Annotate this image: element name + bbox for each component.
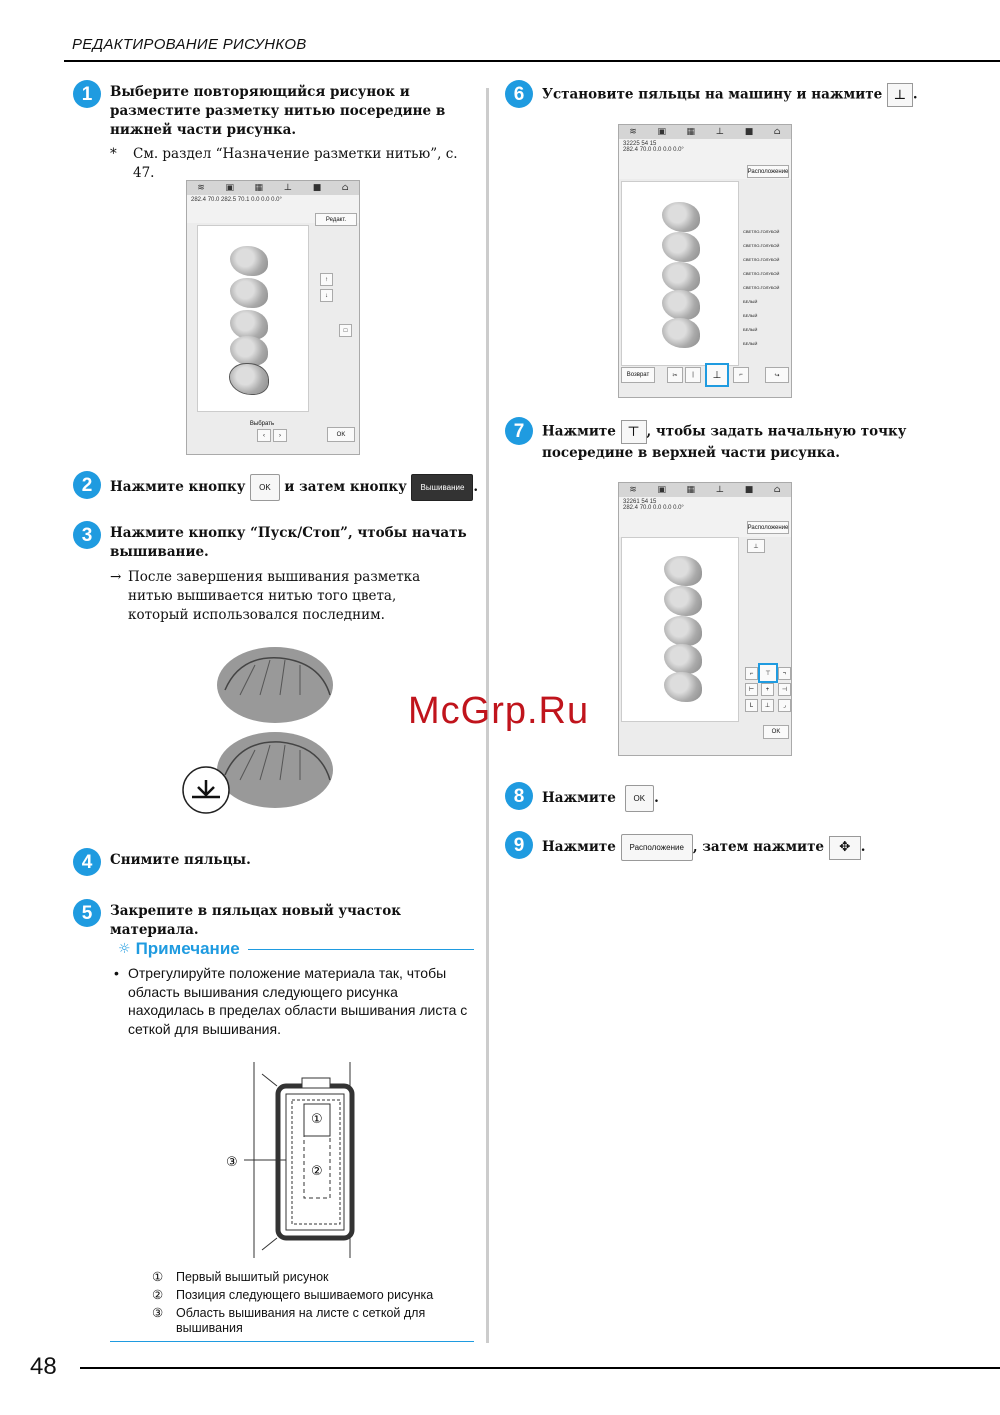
step-6-text: Установите пяльцы на машину и нажмите <box>542 86 883 103</box>
diagram-mark-3: ③ <box>226 1155 238 1170</box>
step-8-pre: Нажмите <box>542 790 616 806</box>
position-top-center[interactable]: ⊤ <box>758 663 778 683</box>
result-arrow: → <box>110 569 122 585</box>
step-number: 7 <box>505 417 533 445</box>
legend-mark: ② <box>152 1288 164 1302</box>
step-5 <box>73 902 473 940</box>
thread-color-item[interactable]: БЕЛЫЙ <box>743 313 758 318</box>
shell-motif <box>662 262 700 292</box>
wifi-icon: ≋ <box>197 183 205 193</box>
angle-value: 0.0° <box>271 197 282 203</box>
step-4 <box>73 851 473 876</box>
step-number: 4 <box>73 848 101 876</box>
step-7-post: , чтобы задать начальную точку посередине в верхней части рисунка. <box>542 423 907 461</box>
step-9-pre: Нажмите <box>542 839 616 855</box>
shell-motif <box>662 202 700 232</box>
watermark: McGrp.Ru <box>408 690 590 732</box>
step-9-end: . <box>860 839 866 855</box>
position-top-right[interactable]: ¬ <box>778 667 791 680</box>
step-3 <box>73 524 473 562</box>
diagram-mark-1: ① <box>311 1112 323 1127</box>
offset-value: 0.0 <box>653 147 662 153</box>
screen-2 <box>618 124 792 398</box>
step-1 <box>73 83 473 140</box>
color-count: 15 <box>649 141 657 147</box>
position-bottom-right[interactable]: ⌟ <box>778 699 791 712</box>
ok-button-ref: OK <box>250 474 280 501</box>
help-icon: ▦ <box>686 485 696 495</box>
note-title: Примечание <box>135 939 240 958</box>
embroidery-canvas <box>621 537 739 722</box>
shell-motif <box>664 672 702 702</box>
step-6 <box>505 83 975 108</box>
hoop-diagram <box>222 1060 372 1260</box>
embroidery-canvas <box>197 225 309 412</box>
checkbox-button[interactable]: □ <box>339 324 352 337</box>
step-8 <box>505 785 975 812</box>
legend-item <box>152 1286 472 1304</box>
step-6-end: . <box>912 86 918 103</box>
lightbulb-icon: ☼ <box>118 941 131 957</box>
legend <box>152 1268 472 1336</box>
step-9 <box>505 834 975 861</box>
step-5-text: Закрепите в пяльцах новый участок материала. <box>110 903 402 938</box>
shell-motif <box>230 278 268 308</box>
size-value: 70.0 <box>639 147 652 153</box>
next-button[interactable]: › <box>273 429 287 442</box>
diagram-mark-2: ② <box>311 1164 323 1179</box>
step-2-mid: и затем кнопку <box>284 479 407 495</box>
start-point-icon: ⊥ <box>887 83 913 107</box>
step-number: 3 <box>73 521 101 549</box>
step-8-end: . <box>654 790 659 806</box>
legend-text: Первый вышитый рисунок <box>176 1270 329 1284</box>
edit-button[interactable]: Редакт. <box>315 213 357 226</box>
angle-value: 0.0° <box>673 505 684 511</box>
note-bullet-text: Отрегулируйте положение материала так, чтобы область вышивания следующего рисунка находилась в пределах области вышивания листа с сеткой для вышивания. <box>128 965 468 1037</box>
size-value: 70.0 <box>207 197 220 203</box>
back-button[interactable]: Возврат <box>621 367 655 383</box>
step-3-text: Нажмите кнопку “Пуск/Стоп”, чтобы начать вышивание. <box>110 525 467 560</box>
thread-color-item[interactable]: СВЕТЛО-ГОЛУБОЙ <box>743 243 780 248</box>
shell-motif <box>662 290 700 320</box>
step-number: 6 <box>505 80 533 108</box>
step-number: 1 <box>73 80 101 108</box>
stitch-count: 32261 <box>623 499 640 505</box>
home-icon: ⌂ <box>773 127 781 137</box>
note-header <box>118 939 474 959</box>
step-2-pre: Нажмите кнопку <box>110 479 246 495</box>
lock-icon: ■ <box>744 485 754 495</box>
thread-color-item[interactable]: СВЕТЛО-ГОЛУБОЙ <box>743 271 780 276</box>
size-value: 282.5 <box>221 197 237 203</box>
shell-motif <box>664 616 702 646</box>
time-value: 54 <box>641 141 649 147</box>
screen-3-toolbar <box>619 483 791 497</box>
thread-color-item[interactable]: СВЕТЛО-ГОЛУБОЙ <box>743 257 780 262</box>
note-bullet-mark: • <box>114 965 119 981</box>
time-value: 54 <box>641 499 649 505</box>
legend-item <box>152 1306 472 1336</box>
start-point-button[interactable]: ⊥ <box>747 539 765 553</box>
presser-foot-icon: ⊥ <box>715 485 725 495</box>
step-1-note: См. раздел “Назначение разметки нитью”, с. 47. <box>133 146 458 181</box>
home-icon: ⌂ <box>773 485 781 495</box>
ok-button-ref: OK <box>625 785 655 812</box>
shell-motif <box>664 556 702 586</box>
position-bottom-center[interactable]: ⊥ <box>761 699 774 712</box>
step-number: 2 <box>73 471 101 499</box>
top-center-icon: ⊤ <box>621 420 647 444</box>
embroidery-canvas <box>621 181 739 366</box>
shell-motif <box>662 318 700 348</box>
frame-icon[interactable]: ⌐ <box>733 367 749 383</box>
embroidery-illustration <box>180 640 350 820</box>
needle-icon[interactable]: | <box>685 367 701 383</box>
screen-1-toolbar <box>187 181 359 195</box>
arrow-down-button[interactable]: ↓ <box>320 289 333 302</box>
page-number: 48 <box>30 1353 57 1380</box>
layout-button-ref: Расположение <box>621 834 693 861</box>
step-1-text: Выберите повторяющийся рисунок и разместите разметку нитью посередине в нижней части рисунка. <box>110 84 446 138</box>
step-2 <box>73 474 483 501</box>
select-label: Выбрать <box>249 421 275 427</box>
step-3-result: После завершения вышивания разметка нитью вышивается нитью того цвета, который использовался последним. <box>128 569 421 623</box>
move-icon: ✥ <box>829 836 861 860</box>
shell-motif <box>664 586 702 616</box>
legend-mark: ③ <box>152 1306 164 1320</box>
offset-value: 0.0 <box>663 505 672 511</box>
embroider-button-ref: Вышивание <box>411 474 473 501</box>
step-9-mid: , затем нажмите <box>692 839 825 855</box>
presser-foot-icon: ⊥ <box>283 183 293 193</box>
layout-button[interactable]: Расположение <box>747 521 789 534</box>
offset-value: 0.0 <box>261 197 270 203</box>
next-screen-icon[interactable]: ↪ <box>765 367 789 383</box>
thread-color-list <box>743 229 789 355</box>
step-number: 9 <box>505 831 533 859</box>
step-number: 5 <box>73 899 101 927</box>
wifi-icon: ≋ <box>629 485 637 495</box>
size-value: 70.1 <box>237 197 250 203</box>
legend-mark: ① <box>152 1270 164 1284</box>
help-icon: ▦ <box>254 183 264 193</box>
legend-text: Область вышивания на листе с сеткой для вышивания <box>176 1306 426 1335</box>
offset-value: 0.0 <box>663 147 672 153</box>
step-4-text: Снимите пяльцы. <box>110 852 251 868</box>
prev-button[interactable]: ‹ <box>257 429 271 442</box>
position-top-left[interactable]: ⌐ <box>745 667 758 680</box>
document-icon: ▣ <box>657 485 666 495</box>
shell-motif <box>664 644 702 674</box>
size-value: 282.4 <box>623 505 639 511</box>
document-icon: ▣ <box>225 183 234 193</box>
shell-motif <box>662 232 700 262</box>
wifi-icon: ≋ <box>629 127 637 137</box>
step-1-note-mark: * <box>110 146 117 162</box>
help-icon: ▦ <box>686 127 696 137</box>
screen-2-toolbar <box>619 125 791 139</box>
position-center[interactable]: + <box>761 683 774 696</box>
size-value: 282.4 <box>623 147 639 153</box>
note-rule <box>248 949 474 950</box>
shell-motif <box>230 336 268 366</box>
position-bottom-left[interactable]: L <box>745 699 758 712</box>
screen-1 <box>186 180 360 455</box>
stitch-count: 32225 <box>623 141 640 147</box>
scissors-icon[interactable]: ✂ <box>667 367 683 383</box>
position-middle-left[interactable]: ⊢ <box>745 683 758 696</box>
legend-text: Позиция следующего вышиваемого рисунка <box>176 1288 434 1302</box>
offset-value: 0.0 <box>653 505 662 511</box>
thread-color-item[interactable]: БЕЛЫЙ <box>743 327 758 332</box>
presser-foot-icon: ⊥ <box>715 127 725 137</box>
page-header-title: РЕДАКТИРОВАНИЕ РИСУНКОВ <box>72 36 307 53</box>
document-icon: ▣ <box>657 127 666 137</box>
screen-3 <box>618 482 792 756</box>
header-rule <box>64 60 1000 62</box>
size-value: 70.0 <box>639 505 652 511</box>
lock-icon: ■ <box>312 183 322 193</box>
thread-color-item[interactable]: БЕЛЫЙ <box>743 299 758 304</box>
start-point-button[interactable]: ⊥ <box>705 363 729 387</box>
color-count: 15 <box>649 499 657 505</box>
footer-rule <box>80 1367 1000 1369</box>
thread-color-item[interactable]: БЕЛЫЙ <box>743 341 758 346</box>
step-number: 8 <box>505 782 533 810</box>
legend-item <box>152 1268 472 1286</box>
lock-icon: ■ <box>744 127 754 137</box>
size-value: 282.4 <box>191 197 207 203</box>
layout-button[interactable]: Расположение <box>747 165 789 178</box>
position-middle-right[interactable]: ⊣ <box>778 683 791 696</box>
arrow-up-button[interactable]: ↑ <box>320 273 333 286</box>
step-7-pre: Нажмите <box>542 423 616 440</box>
note-bottom-rule <box>110 1341 474 1342</box>
shell-motif <box>230 364 268 394</box>
offset-value: 0.0 <box>251 197 260 203</box>
ok-button[interactable]: OK <box>763 725 789 739</box>
ok-button[interactable]: OK <box>327 427 355 442</box>
step-2-end: . <box>473 479 479 495</box>
shell-motif <box>230 246 268 276</box>
step-7 <box>505 420 975 463</box>
home-icon: ⌂ <box>341 183 349 193</box>
thread-color-item[interactable]: СВЕТЛО-ГОЛУБОЙ <box>743 229 780 234</box>
angle-value: 0.0° <box>673 147 684 153</box>
thread-color-item[interactable]: СВЕТЛО-ГОЛУБОЙ <box>743 285 780 290</box>
